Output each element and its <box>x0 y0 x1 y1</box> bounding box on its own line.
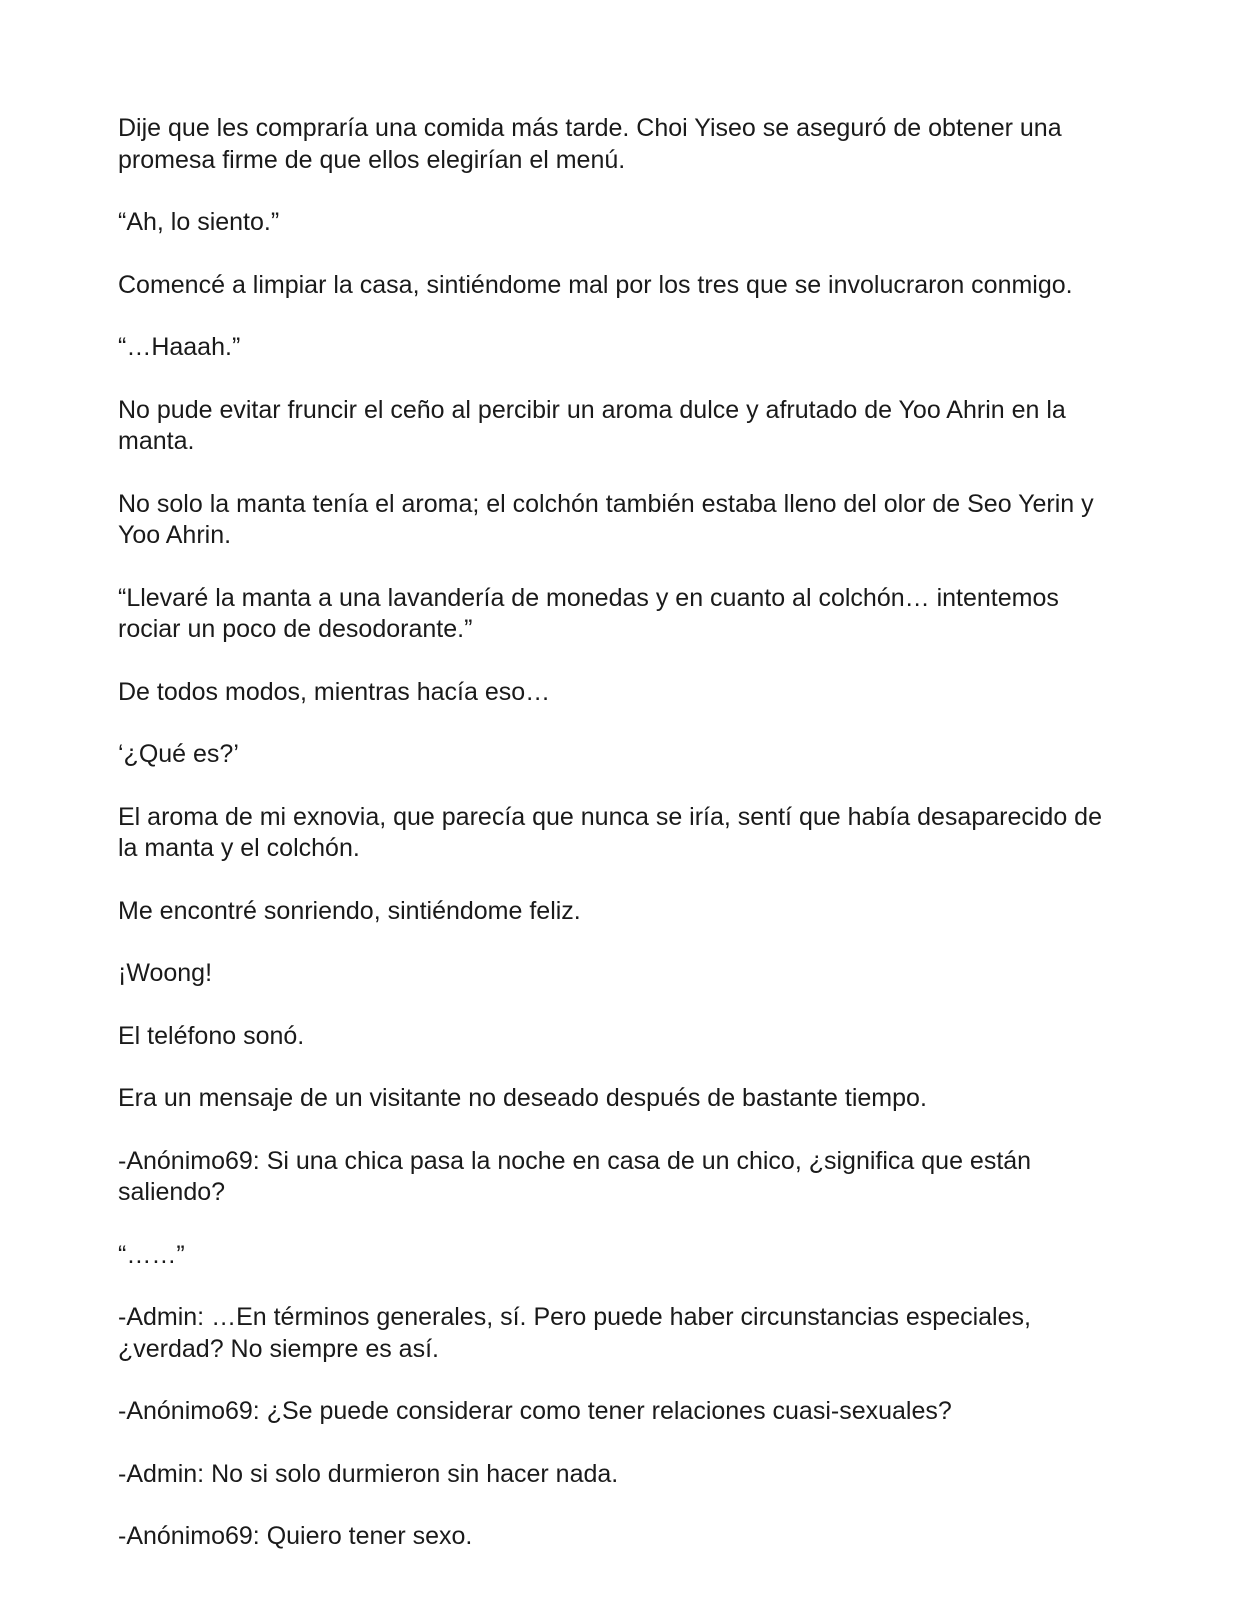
paragraph: No pude evitar fruncir el ceño al percibir un aroma dulce y afrutado de Yoo Ahrin en la manta. <box>118 395 1066 455</box>
paragraph: -Anónimo69: Si una chica pasa la noche en casa de un chico, ¿significa que están saliendo? <box>118 1146 1032 1206</box>
paragraph: No solo la manta tenía el aroma; el colchón también estaba lleno del olor de Seo Yerin y Yoo Ahrin. <box>118 489 1094 549</box>
paragraph: Me encontré sonriendo, sintiéndome feliz. <box>118 896 581 925</box>
paragraph: -Admin: No si solo durmieron sin hacer nada. <box>118 1459 619 1488</box>
paragraph: Comencé a limpiar la casa, sintiéndome mal por los tres que se involucraron conmigo. <box>118 270 1073 299</box>
paragraph: “…Haaah.” <box>118 333 241 361</box>
paragraph: -Anónimo69: ¿Se puede considerar como tener relaciones cuasi-sexuales? <box>118 1397 952 1425</box>
paragraph: Dije que les compraría una comida más tarde. Choi Yiseo se aseguró de obtener una promesa firme de que ellos elegirían el menú. <box>118 114 1062 174</box>
paragraph: “……” <box>118 1240 185 1269</box>
paragraph: De todos modos, mientras hacía eso… <box>118 677 551 706</box>
paragraph: -Admin: …En términos generales, sí. Pero puede haber circunstancias especiales, ¿verdad? No siempre es así. <box>118 1303 1031 1363</box>
paragraph: ¡Woong! <box>118 959 213 987</box>
paragraph: “Llevaré la manta a una lavandería de monedas y en cuanto al colchón… intentemos rociar un poco de desodorante.” <box>118 583 1059 643</box>
paragraph: Era un mensaje de un visitante no deseado después de bastante tiempo. <box>118 1084 927 1112</box>
paragraph: ‘¿Qué es?’ <box>118 740 239 768</box>
paragraph: “Ah, lo siento.” <box>118 208 280 236</box>
paragraph: El aroma de mi exnovia, que parecía que nunca se iría, sentí que había desaparecido de la manta y el colchón. <box>118 802 1102 862</box>
document-body <box>118 113 1128 1584</box>
paragraph: El teléfono sonó. <box>118 1021 305 1050</box>
paragraph: -Anónimo69: Quiero tener sexo. <box>118 1522 473 1550</box>
